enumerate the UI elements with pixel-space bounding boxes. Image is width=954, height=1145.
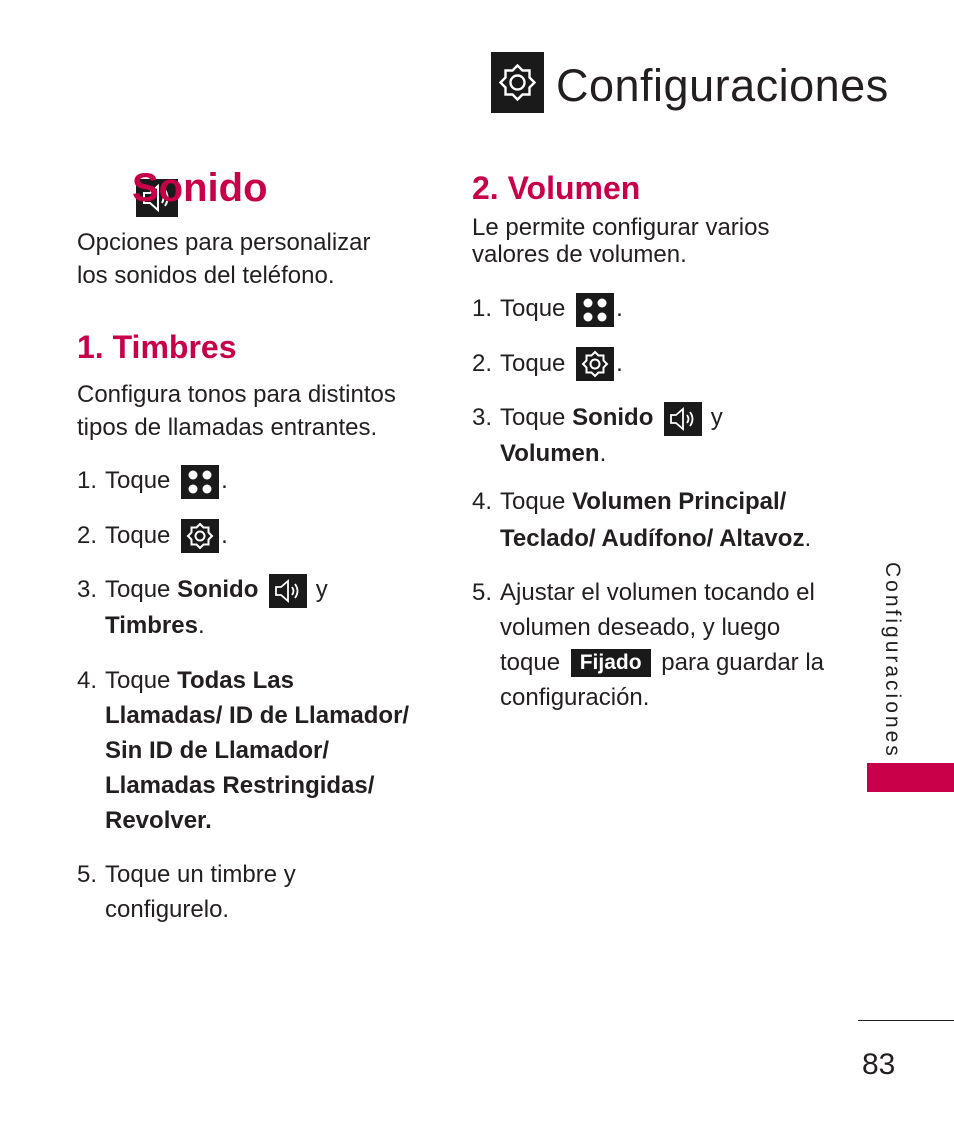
page-title: Configuraciones [556, 60, 889, 111]
list-item: 3. Toque Sonido y Volumen. [472, 400, 832, 471]
side-tab-marker [867, 763, 954, 792]
list-item: 3. Toque Sonido y Timbres. [77, 572, 417, 643]
page-number: 83 [862, 1048, 896, 1081]
gear-icon [181, 519, 219, 553]
list-item: 4. Toque Volumen Principal/ Teclado/ Audífono/ Altavoz. [472, 487, 812, 552]
apps-grid-icon [181, 465, 219, 499]
sonido-intro: Opciones para personalizar los sonidos del teléfono. [77, 229, 371, 289]
footer-divider [858, 1020, 954, 1021]
side-tab-label: Configuraciones [881, 562, 904, 759]
speaker-icon [664, 402, 702, 436]
timbres-intro: Configura tonos para distintos tipos de llamadas entrantes. [77, 381, 396, 441]
gear-icon [491, 52, 544, 113]
section-title-sonido: Sonido [132, 166, 268, 210]
section-title-timbres: 1. Timbres [77, 329, 237, 365]
list-item: 2. Toque . [472, 346, 832, 382]
list-item: 2. Toque . [77, 518, 417, 554]
list-item: 5. Ajustar el volumen tocando el volumen deseado, y luego toque Fijado para guardar la configuración. [472, 578, 825, 711]
list-item: 5. Toque un timbre y configurelo. [77, 860, 296, 923]
list-item: 1. Toque . [77, 463, 417, 499]
timbres-steps [77, 463, 417, 927]
list-item: 4. Toque Todas Las Llamadas/ ID de Llamador/ Sin ID de Llamador/ Llamadas Restringidas/ Revolver. [77, 666, 410, 834]
speaker-icon [269, 574, 307, 608]
section-title-volumen: 2. Volumen [472, 170, 641, 206]
apps-grid-icon [576, 293, 614, 327]
fijado-button[interactable]: Fijado [571, 649, 651, 677]
volumen-steps [472, 291, 832, 715]
gear-icon [576, 347, 614, 381]
volumen-intro: Le permite configurar varios valores de volumen. [472, 214, 770, 268]
list-item: 1. Toque . [472, 291, 832, 327]
